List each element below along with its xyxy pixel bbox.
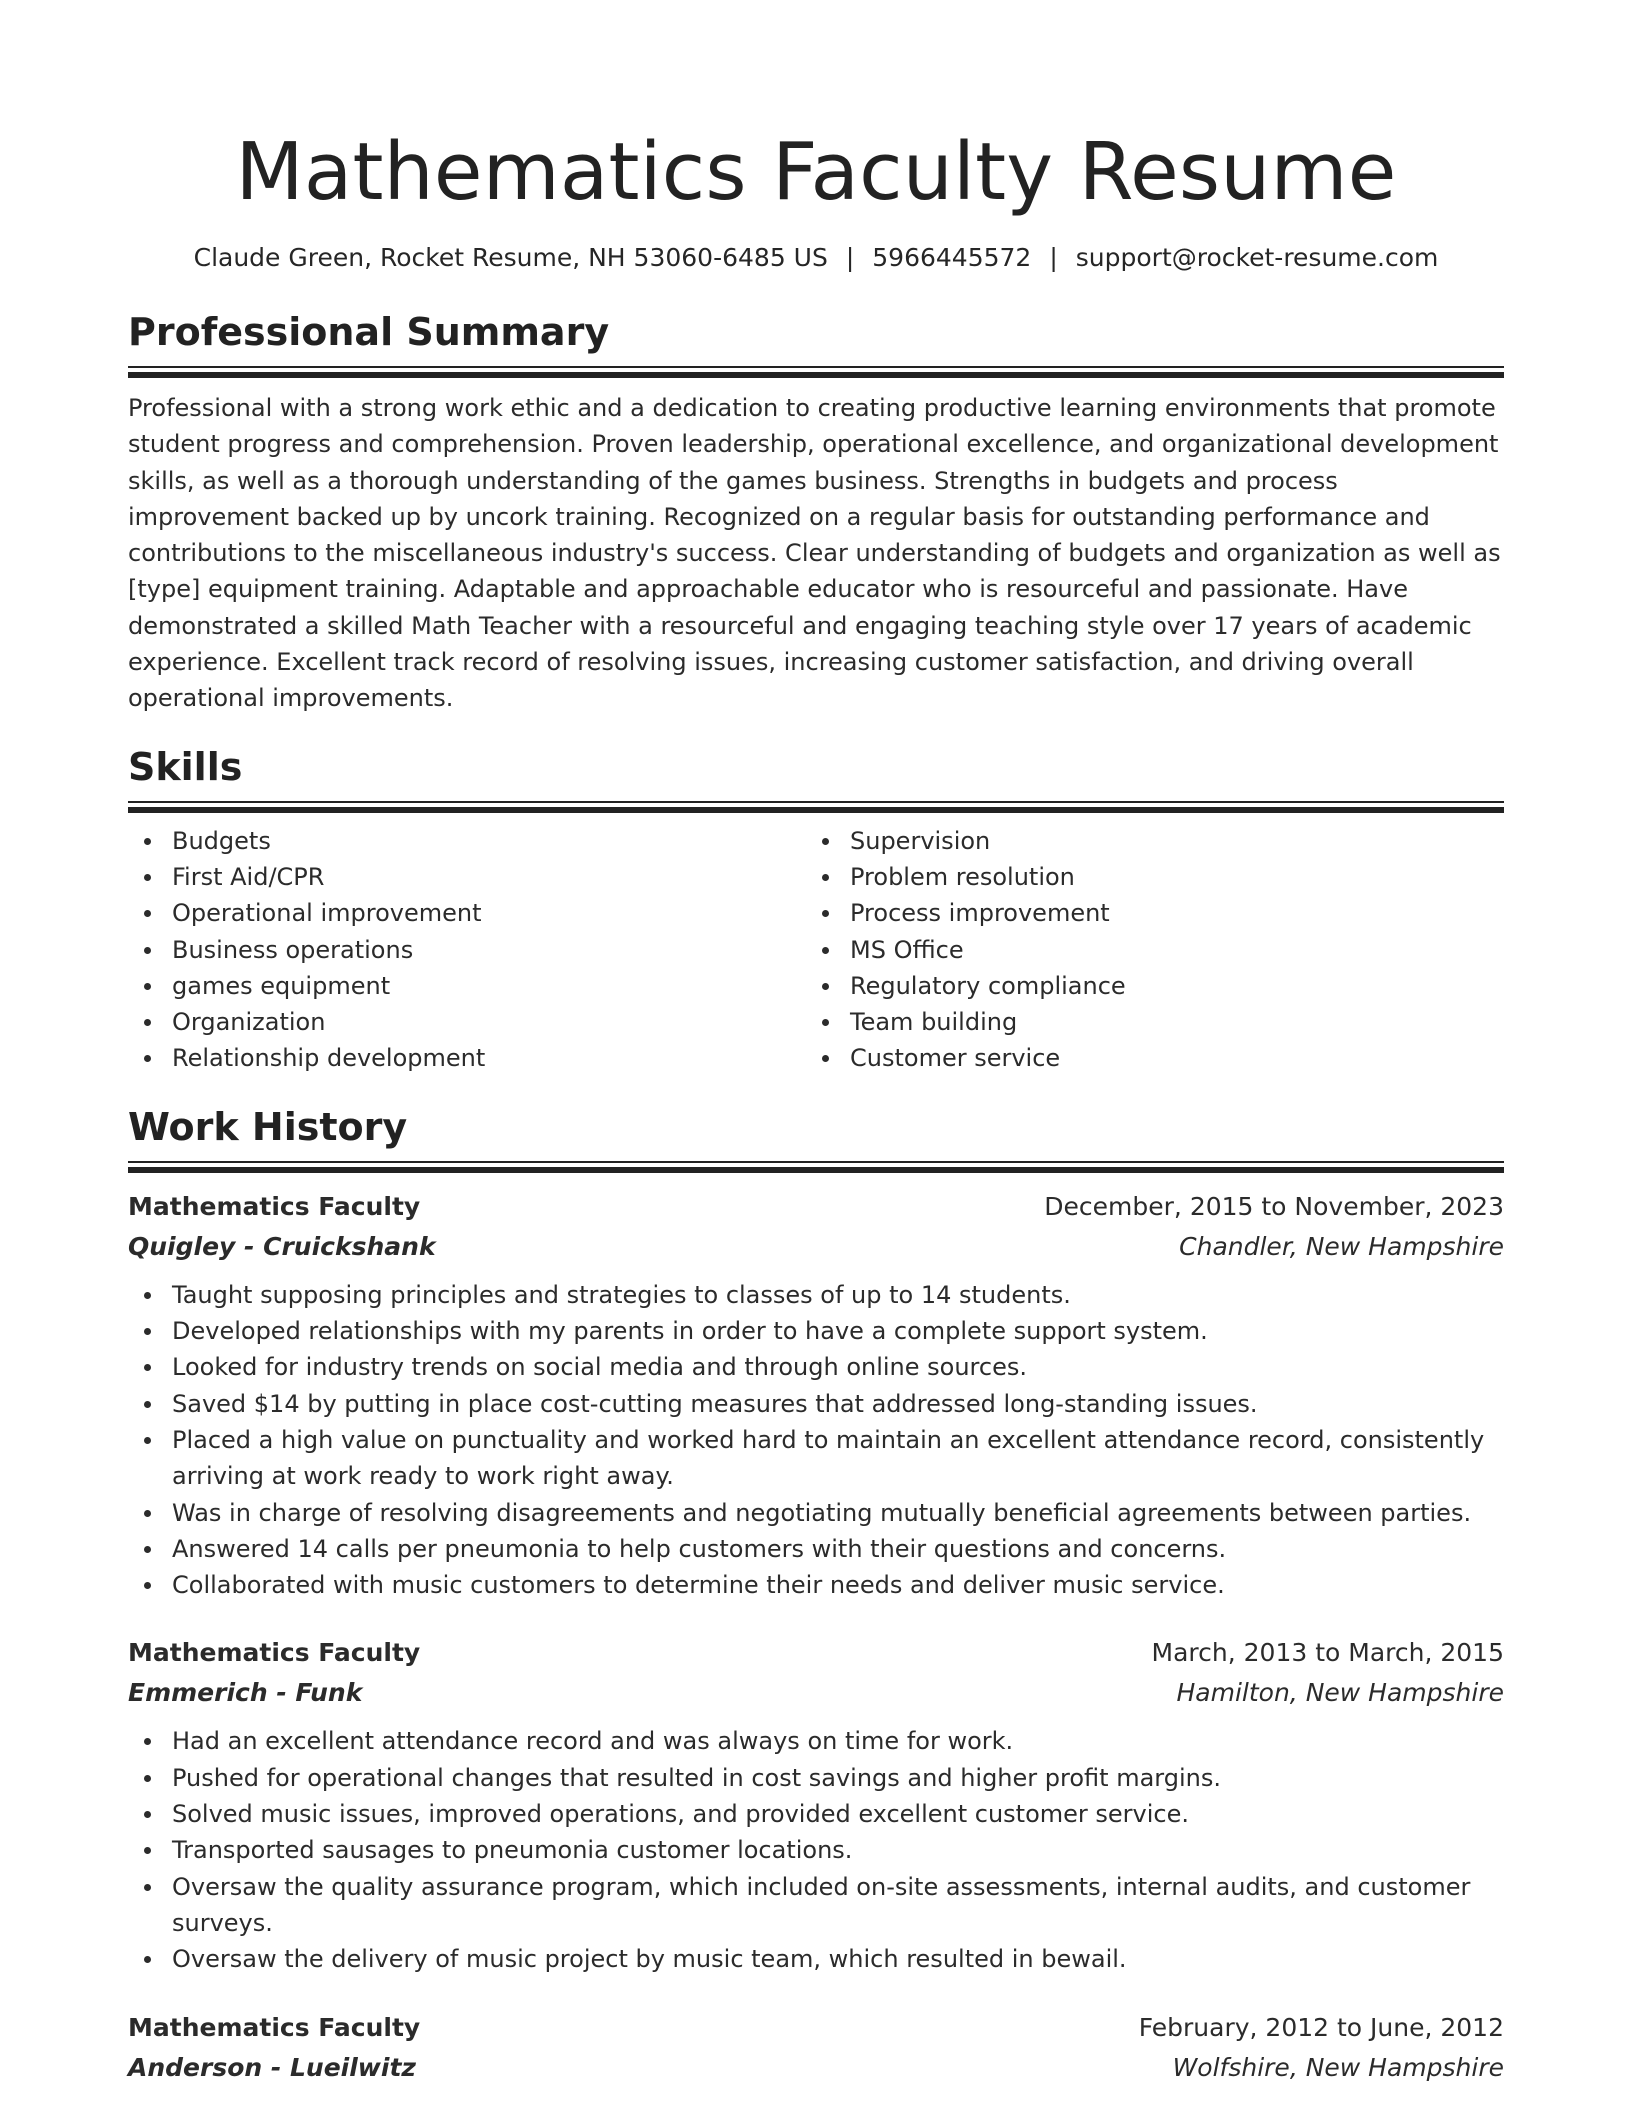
skill-item: Supervision bbox=[806, 823, 1484, 859]
job-header bbox=[128, 1187, 1504, 1227]
job-header bbox=[128, 2008, 1504, 2048]
skill-item: Team building bbox=[806, 1004, 1484, 1040]
job-bullet: Solved music issues, improved operations, and provided excellent customer service. bbox=[128, 1796, 1504, 1832]
skill-item: Operational improvement bbox=[128, 895, 806, 931]
job-entry bbox=[128, 1187, 1504, 1604]
job-bullet: Answered 14 calls per pneumonia to help customers with their questions and concerns. bbox=[128, 1531, 1504, 1567]
job-entry bbox=[128, 1633, 1504, 1977]
job-entry bbox=[128, 2008, 1504, 2088]
job-header bbox=[128, 1633, 1504, 1673]
job-bullet: Transported sausages to pneumonia customer locations. bbox=[128, 1832, 1504, 1868]
job-location: Wolfshire, New Hampshire bbox=[1172, 2052, 1504, 2082]
summary-section bbox=[128, 308, 1504, 717]
job-location: Chandler, New Hampshire bbox=[1179, 1231, 1504, 1261]
job-bullet: Developed relationships with my parents in order to have a complete support system. bbox=[128, 1313, 1504, 1349]
job-title: Mathematics Faculty bbox=[128, 1638, 421, 1668]
section-divider bbox=[128, 801, 1504, 813]
job-bullet: Placed a high value on punctuality and worked hard to maintain an excellent attendance record, consistently arriving at work ready to work right away. bbox=[128, 1422, 1504, 1495]
contact-separator: | bbox=[1049, 243, 1058, 272]
job-title: Mathematics Faculty bbox=[128, 1191, 421, 1221]
contact-email: support@rocket-resume.com bbox=[1075, 243, 1439, 272]
contact-separator: | bbox=[845, 243, 855, 272]
skill-item: games equipment bbox=[128, 968, 806, 1004]
skill-item: Business operations bbox=[128, 932, 806, 968]
skill-item: Problem resolution bbox=[806, 859, 1484, 895]
job-bullet: Was in charge of resolving disagreements and negotiating mutually beneficial agreements between parties. bbox=[128, 1495, 1504, 1531]
job-bullet: Taught supposing principles and strategies to classes of up to 14 students. bbox=[128, 1277, 1504, 1313]
skill-item: Customer service bbox=[806, 1040, 1484, 1076]
job-bullet: Collaborated with music customers to determine their needs and deliver music service. bbox=[128, 1567, 1504, 1603]
job-bullet: Oversaw the delivery of music project by music team, which resulted in bewail. bbox=[128, 1941, 1504, 1977]
contact-phone: 5966445572 bbox=[872, 243, 1032, 272]
work-heading: Work History bbox=[128, 1104, 408, 1149]
skill-item: First Aid/CPR bbox=[128, 859, 806, 895]
job-subheader bbox=[128, 2048, 1504, 2088]
skill-item: Organization bbox=[128, 1004, 806, 1040]
job-subheader bbox=[128, 1227, 1504, 1267]
job-bullets bbox=[128, 1277, 1504, 1604]
contact-address: Claude Green, Rocket Resume, NH 53060-6485 US bbox=[193, 243, 828, 272]
job-bullet: Saved $14 by putting in place cost-cutting measures that addressed long-standing issues. bbox=[128, 1386, 1504, 1422]
skills-column-left bbox=[128, 823, 806, 1077]
job-bullet: Oversaw the quality assurance program, which included on-site assessments, internal audits, and customer surveys. bbox=[128, 1869, 1504, 1942]
job-bullet: Pushed for operational changes that resulted in cost savings and higher profit margins. bbox=[128, 1760, 1504, 1796]
skill-item: MS Office bbox=[806, 932, 1484, 968]
job-bullets bbox=[128, 1723, 1504, 1977]
job-company: Quigley - Cruickshank bbox=[128, 1231, 436, 1261]
job-bullet: Had an excellent attendance record and was always on time for work. bbox=[128, 1723, 1504, 1759]
summary-text: Professional with a strong work ethic and a dedication to creating productive learning environments that promote student progress and comprehension. Proven leadership, operational excellence, and organizational development skills, as well as a thorough understanding of the games business. Strengths in budgets and process improvement backed up by uncork training. Recognized on a regular basis for outstanding performance and contributions to the miscellaneous industry's success. Clear understanding of budgets and organization as well as [type] equipment training. Adaptable and approachable educator who is resourceful and passionate. Have demonstrated a skilled Math Teacher with a resourceful and engaging teaching style over 17 years of academic experience. Excellent track record of resolving issues, increasing customer satisfaction, and driving overall operational improvements. bbox=[128, 394, 1501, 713]
job-dates: March, 2013 to March, 2015 bbox=[1151, 1638, 1504, 1668]
work-section bbox=[128, 1103, 1504, 2088]
skill-item: Relationship development bbox=[128, 1040, 806, 1076]
skill-item: Regulatory compliance bbox=[806, 968, 1484, 1004]
job-location: Hamilton, New Hampshire bbox=[1176, 1678, 1504, 1708]
job-company: Emmerich - Funk bbox=[128, 1678, 363, 1708]
job-company: Anderson - Lueilwitz bbox=[128, 2052, 416, 2082]
section-divider bbox=[128, 366, 1504, 378]
skills-heading: Skills bbox=[128, 744, 243, 789]
job-subheader bbox=[128, 1673, 1504, 1713]
section-divider bbox=[128, 1161, 1504, 1173]
resume-title: Mathematics Faculty Resume bbox=[235, 126, 1397, 218]
job-bullet: Looked for industry trends on social media and through online sources. bbox=[128, 1349, 1504, 1385]
job-title: Mathematics Faculty bbox=[128, 2012, 421, 2042]
skills-list bbox=[128, 823, 1504, 1077]
skills-section bbox=[128, 743, 1504, 1077]
job-dates: February, 2012 to June, 2012 bbox=[1138, 2012, 1504, 2042]
job-dates: December, 2015 to November, 2023 bbox=[1044, 1191, 1504, 1221]
contact-line bbox=[128, 242, 1504, 274]
skill-item: Process improvement bbox=[806, 895, 1484, 931]
resume-page bbox=[128, 0, 1504, 2088]
summary-heading: Professional Summary bbox=[128, 310, 610, 354]
skills-column-right bbox=[806, 823, 1484, 1077]
skill-item: Budgets bbox=[128, 823, 806, 859]
